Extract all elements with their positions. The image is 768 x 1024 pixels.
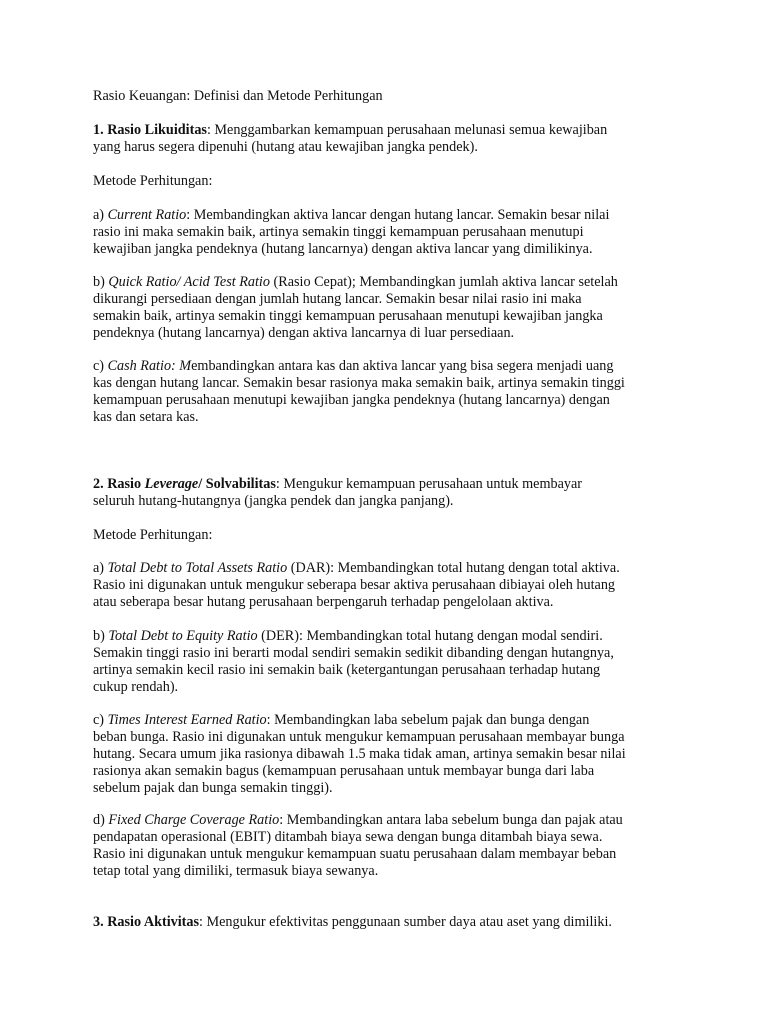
term-times-interest-earned: Times Interest Earned Ratio <box>107 712 267 728</box>
section-2-item-c: c) Times Interest Earned Ratio: Membandingkan laba sebelum pajak dan bunga dengan beban bunga. Rasio ini digunakan untuk mengukur kemampuan perusahaan membayar bunga hutang. Secara umum jika rasionya dibawah 1.5 maka tidak aman, artinya semakin besar nilai rasionya akan semakin bagus (kemampuan perusahaan untuk membayar bunga dari laba sebelum pajak dan bunga semakin tinggi). <box>93 712 626 796</box>
section-3-heading: 3. Rasio Aktivitas: Mengukur efektivitas penggunaan sumber daya atau aset yang dimiliki. <box>93 914 612 930</box>
section-2-item-b: b) Total Debt to Equity Ratio (DER): Membandingkan total hutang dengan modal sendiri. Semakin tinggi rasio ini berarti modal sendiri semakin sedikit dibanding dengan hutangnya, artinya semakin kecil rasio ini semakin baik (ketergantungan perusahaan terhadap hutang cukup rendah). <box>93 628 614 695</box>
term-quick-ratio: Quick Ratio/ Acid Test Ratio <box>108 274 270 290</box>
section-2-heading: 2. Rasio Leverage/ Solvabilitas: Mengukur kemampuan perusahaan untuk membayar seluruh hutang-hutangnya (jangka pendek dan jangka panjang). <box>93 476 583 509</box>
section-3-title: 3. Rasio Aktivitas <box>93 914 200 930</box>
term-dar: Total Debt to Total Assets Ratio <box>107 560 288 576</box>
section-2-item-a: a) Total Debt to Total Assets Ratio (DAR): Membandingkan total hutang dengan total aktiva. Rasio ini digunakan untuk mengukur seberapa besar aktiva perusahaan dibiayai oleh hutang atau seberapa besar hutang perusahaan berpengaruh terhadap pengelolaan aktiva. <box>93 560 620 610</box>
section-2-metode-label: Metode Perhitungan: <box>93 527 213 543</box>
term-cash-ratio: Cash Ratio: M <box>107 358 192 374</box>
section-1-item-a: a) Current Ratio: Membandingkan aktiva lancar dengan hutang lancar. Semakin besar nilai rasio ini maka semakin baik, artinya semakin tinggi kemampuan perusahaan menutupi kewajiban jangka pendeknya (hutang lancarnya) dengan aktiva lancar yang dimilikinya. <box>93 207 610 257</box>
term-current-ratio: Current Ratio <box>107 207 187 223</box>
section-2-item-d: d) Fixed Charge Coverage Ratio: Membandingkan antara laba sebelum bunga dan pajak atau pendapatan operasional (EBIT) ditambah biaya sewa dengan bunga ditambah biaya sewa. Rasio ini digunakan untuk mengukur kemampuan suatu perusahaan dalam membayar beban tetap total yang dimiliki, termasuk biaya sewanya. <box>93 812 623 879</box>
section-1-heading: 1. Rasio Likuiditas: Menggambarkan kemampuan perusahaan melunasi semua kewajiban yang harus segera dipenuhi (hutang atau kewajiban jangka pendek). <box>93 122 608 155</box>
section-1-title: 1. Rasio Likuiditas <box>93 122 207 138</box>
section-1-item-b: b) Quick Ratio/ Acid Test Ratio (Rasio Cepat); Membandingkan jumlah aktiva lancar setelah dikurangi persediaan dengan jumlah hutang lancar. Semakin besar nilai rasio ini maka semakin baik, artinya semakin tinggi kemampuan perusahaan menutupi kewajiban jangka pendeknya (hutang lancarnya) dengan aktiva lancarnya di luar persediaan. <box>93 274 618 341</box>
section-1-item-c: c) Cash Ratio: Membandingkan antara kas dan aktiva lancar yang bisa segera menjadi uang kas dengan hutang lancar. Semakin besar rasionya maka semakin baik, artinya semakin tinggi kemampuan perusahaan menutupi kewajiban jangka pendeknya (hutang lancarnya) dengan kas dan setara kas. <box>93 358 625 425</box>
term-der: Total Debt to Equity Ratio <box>108 628 258 644</box>
term-fixed-charge-coverage: Fixed Charge Coverage Ratio <box>108 812 280 828</box>
section-2-title: 2. Rasio Leverage/ Solvabilitas <box>93 476 276 492</box>
section-1-metode-label: Metode Perhitungan: <box>93 173 213 189</box>
document-title: Rasio Keuangan: Definisi dan Metode Perhitungan <box>93 88 383 104</box>
